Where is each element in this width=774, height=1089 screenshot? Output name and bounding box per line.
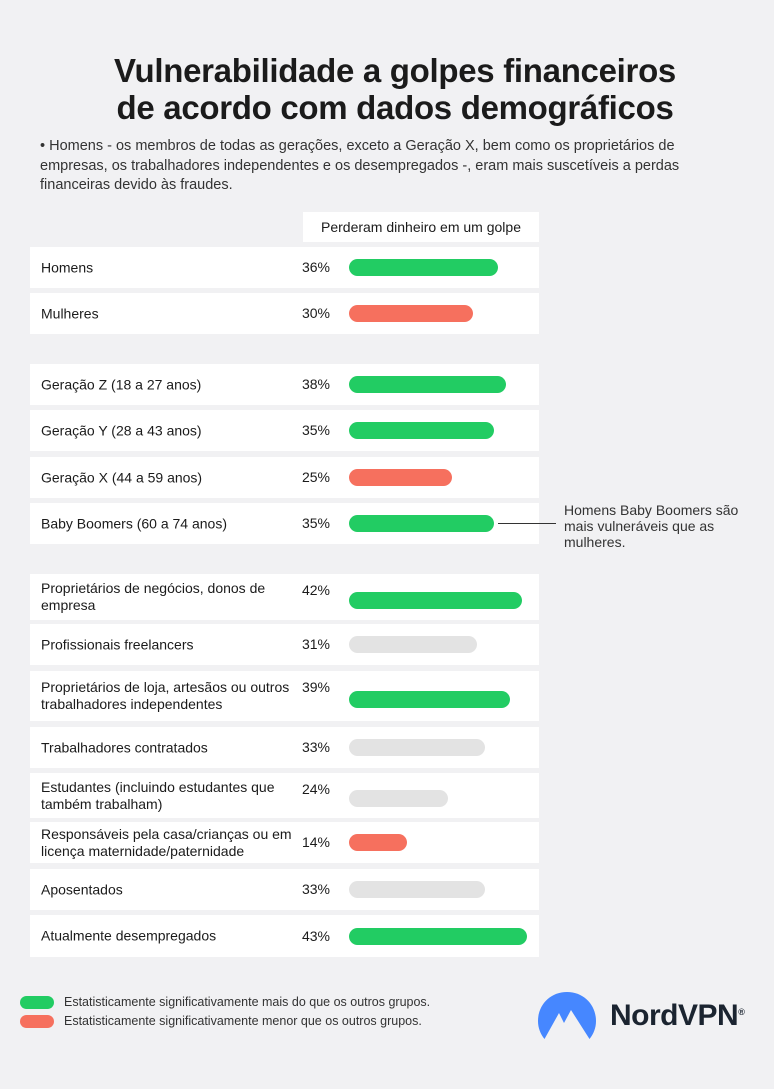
bar xyxy=(349,259,498,276)
table-row xyxy=(30,247,539,288)
annotation-line xyxy=(498,523,556,524)
value-label: 25% xyxy=(301,469,330,485)
bar xyxy=(349,305,473,322)
category-label: Baby Boomers (60 a 74 anos) xyxy=(41,515,227,531)
value-label: 36% xyxy=(301,259,330,275)
table-row xyxy=(30,410,539,451)
value-label: 31% xyxy=(301,636,330,652)
value-label: 24% xyxy=(301,781,330,797)
bar xyxy=(349,691,510,708)
category-label: Geração X (44 a 59 anos) xyxy=(41,469,203,485)
title-line-1: Vulnerabilidade a golpes financeiros xyxy=(114,52,676,89)
bar xyxy=(349,881,485,898)
legend xyxy=(20,994,540,1032)
category-label: Responsáveis pela casa/crianças ou em licença maternidade/paternidade xyxy=(41,825,292,859)
table-row xyxy=(30,457,539,498)
bar xyxy=(349,636,477,653)
legend-swatch-more xyxy=(20,996,54,1009)
column-header: Perderam dinheiro em um golpe xyxy=(303,212,539,242)
brand-name xyxy=(610,998,744,1034)
category-label: Aposentados xyxy=(41,881,123,897)
bar xyxy=(349,834,407,851)
bar xyxy=(349,376,506,393)
bar xyxy=(349,469,452,486)
registered-mark: ® xyxy=(738,1007,745,1017)
table-row xyxy=(30,671,539,721)
category-label: Proprietários de negócios, donos de empresa xyxy=(41,580,266,613)
bar xyxy=(349,422,494,439)
value-label: 35% xyxy=(301,515,330,531)
category-label: Atualmente desempregados xyxy=(41,927,217,944)
brand-text: NordVPN xyxy=(610,999,739,1032)
category-label: Estudantes (incluindo estudantes que também trabalham) xyxy=(41,778,275,812)
table-row xyxy=(30,293,539,334)
chart-title xyxy=(0,52,774,126)
table-row xyxy=(30,574,539,620)
bar xyxy=(349,790,448,807)
annotation-text: Homens Baby Boomers são mais vulneráveis que as mulheres. xyxy=(564,502,739,550)
bar xyxy=(349,592,522,609)
category-label: Mulheres xyxy=(41,305,99,321)
intro-text: • Homens - os membros de todas as gerações, exceto a Geração X, bem como os proprietários de empresas, os trabalhadores independentes e os desempregados -, eram mais suscetíveis a perdas financeiras devido às fraudes. xyxy=(40,138,680,193)
table-row xyxy=(30,915,539,957)
bar xyxy=(349,739,485,756)
title-line-2: de acordo com dados demográficos xyxy=(116,89,674,126)
legend-swatch-less xyxy=(20,1015,54,1028)
value-label: 33% xyxy=(301,739,330,755)
bar xyxy=(349,515,494,532)
legend-label-more: Estatisticamente significativamente mais do que os outros grupos. xyxy=(64,995,431,1009)
value-label: 38% xyxy=(301,376,330,392)
table-row xyxy=(30,727,539,768)
legend-item-more xyxy=(20,994,540,1011)
value-label: 39% xyxy=(301,679,330,695)
table-row xyxy=(30,822,539,863)
table-row xyxy=(30,869,539,910)
nordvpn-logo xyxy=(536,990,756,1046)
legend-label-less: Estatisticamente significativamente menor que os outros grupos. xyxy=(64,1014,422,1028)
bar xyxy=(349,928,527,945)
value-label: 42% xyxy=(301,582,330,598)
category-label: Geração Y (28 a 43 anos) xyxy=(41,422,202,438)
value-label: 33% xyxy=(301,881,330,897)
category-label: Geração Z (18 a 27 anos) xyxy=(41,376,202,392)
table-row xyxy=(30,624,539,665)
legend-item-less xyxy=(20,1013,540,1030)
value-label: 30% xyxy=(301,305,330,321)
nordvpn-mountain-icon xyxy=(536,990,598,1042)
category-label: Profissionais freelancers xyxy=(41,636,194,652)
table-row xyxy=(30,503,539,544)
category-label: Proprietários de loja, artesãos ou outros trabalhadores independentes xyxy=(41,679,290,712)
category-label: Homens xyxy=(41,259,94,275)
value-label: 43% xyxy=(301,927,330,944)
category-label: Trabalhadores contratados xyxy=(41,739,208,755)
value-label: 14% xyxy=(301,834,330,850)
table-row xyxy=(30,364,539,405)
table-row xyxy=(30,773,539,818)
value-label: 35% xyxy=(301,422,330,438)
